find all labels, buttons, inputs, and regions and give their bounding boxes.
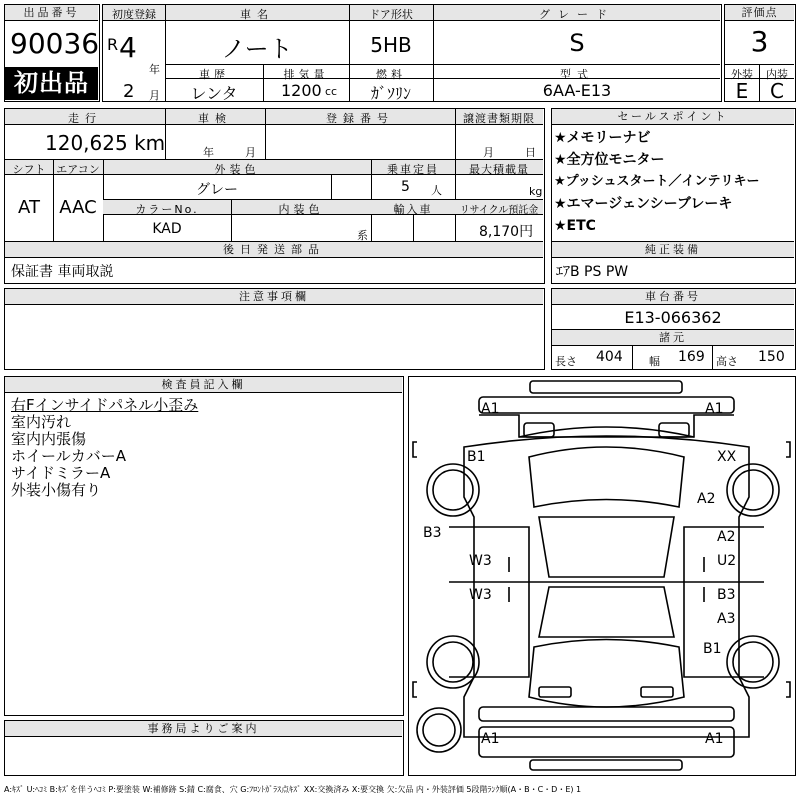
reg-label: 初度登録 [112,8,156,21]
sales-point-item: ★ETC [554,218,596,234]
legend: A:ｷｽﾞ U:ﾍｺﾐ B:ｷｽﾞを伴うﾍｺﾐ P:要塗装 W:補修跡 S:錆 C:腐食、穴 G:ﾌﾛﾝﾄｶﾞﾗｽ点ｷｽﾞ XX:交換済み X:要交換 欠:欠品 内・外装評価 5段階ﾗﾝｸ順(A・B・C・D・E) 1 [4,785,582,794]
recycle-fee: 8,170円 [479,224,534,240]
inspector-label: 検査員記入欄 [5,377,402,393]
inspection-year-unit: 年 [203,146,214,159]
inspector-item: サイドミラーA [11,464,111,482]
mark-fender-right-top: XX [717,449,737,465]
color-label: 外装色 [214,163,260,176]
reg-month: 2 [123,81,135,102]
lot-label: 出品番号 [5,5,98,21]
inspection-month-unit: 月 [245,146,256,159]
inspector-list [11,397,198,499]
sales-point-item: ★全方位モニター [554,152,665,168]
car-name-label: 車名 [240,8,274,21]
score-label: 評価点 [725,5,794,21]
mark-rear-right: A1 [705,731,724,747]
history-label: 車歴 [199,68,229,81]
width: 169 [678,349,705,365]
capacity-unit: 人 [431,184,442,197]
mark-door-fr-a: A2 [717,529,736,545]
ac-label: エアコン [56,163,100,176]
chassis-label: 車台番号 [552,289,794,305]
transfer-label: 譲渡書類期限 [463,112,535,125]
color-number: KAD [152,221,182,237]
grade-label: グレード [539,8,615,21]
length: 404 [596,349,623,365]
load-unit: kg [529,185,543,198]
inspection-label: 車検 [198,112,232,125]
door-type: 5HB [370,33,412,57]
inspector-item: 室内内張傷 [11,430,87,448]
exterior-color: グレー [196,182,238,198]
door-label: ドア形状 [369,8,413,21]
reg-year-unit: 年 [149,63,160,76]
first-listing-badge: 初出品 [5,67,98,100]
mark-door-fl: W3 [469,553,492,569]
car-name: ノート [221,35,293,63]
mark-front-right: A1 [705,401,724,417]
sales-point-item: ★メモリーナビ [554,130,651,146]
height: 150 [758,349,785,365]
color-no-label: カラーNo. [135,203,199,216]
history: レンタ [190,84,238,103]
car-diagram [408,376,796,776]
accessories: 保証書 車両取説 [11,264,114,280]
int-color-label: 内装色 [278,203,324,216]
chassis-number: E13-066362 [624,308,722,327]
inspector-item: 室内汚れ [11,413,72,431]
mark-door-rl: W3 [469,587,492,603]
exterior-grade: E [735,79,749,103]
chassis-box [551,288,796,370]
car-header-box [102,4,722,102]
accessories-label: 後日発送部品 [5,242,543,258]
grade: S [569,29,585,57]
sales-points-label: セールスポイント [552,109,794,125]
mark-door-left: B3 [423,525,442,541]
mileage-label: 走行 [68,112,102,125]
sales-points-box [551,108,796,284]
equipment: ｴｱB PS PW [556,264,629,280]
exterior-label: 外装 [731,68,753,81]
fuel: ｶﾞｿﾘﾝ [370,84,411,103]
car-outline [409,377,794,774]
notes-box [4,288,545,370]
mileage: 120,625 km [45,131,166,155]
mark-quarter-right: B1 [703,641,722,657]
mark-door-rr-b: B3 [717,587,736,603]
sales-point-item: ★エマージェンシーブレーキ [554,196,733,212]
mark-rear-left: A1 [481,731,500,747]
era: R [107,35,119,54]
score: 3 [750,25,769,58]
reg-no-label: 登録番号 [326,112,394,125]
mark-fender-left: B1 [467,449,486,465]
recycle-label: リサイクル預託金 [459,205,539,216]
lot-number: 90036 [10,27,100,60]
import-label: 輸入車 [393,203,433,216]
int-color-unit: 系 [357,229,368,242]
reg-month-unit: 月 [149,89,160,102]
inspector-item: 外装小傷有り [11,481,102,499]
width-label: 幅 [649,355,660,368]
equipment-label: 純正装備 [552,242,794,258]
dims-label: 諸元 [552,330,794,346]
sales-point-item: ★プッシュスタート／インテリキー [554,174,760,189]
inspector-item: ホイールカバーA [11,447,126,465]
fuel-label: 燃料 [376,68,406,81]
sales-points-list [554,127,760,237]
displacement-unit: cc [325,85,338,98]
mark-front-left: A1 [481,401,500,417]
notes-label: 注意事項欄 [5,289,543,305]
length-label: 長さ [555,355,577,368]
mark-door-rr-a: A3 [717,611,736,627]
interior-label: 内装 [766,68,788,81]
inspector-item: 右Fインサイドパネル小歪み [11,396,199,414]
office-label: 事務局よりご案内 [5,721,402,737]
shift-label: シフト [12,163,46,176]
capacity-label: 乗車定員 [387,163,439,176]
transfer-month-unit: 月 [483,146,494,159]
shift: AT [18,197,40,218]
transfer-day-unit: 日 [525,146,536,159]
load-label: 最大積載量 [469,163,529,176]
model: 6AA-E13 [542,81,612,100]
spec-box [4,108,545,284]
mark-door-fr-u: U2 [717,553,737,569]
model-label: 型式 [560,68,594,81]
inspector-box [4,376,404,716]
ac: AAC [59,197,97,218]
displacement: 1200 [281,81,322,100]
interior-grade: C [770,79,784,103]
office-box [4,720,404,776]
mark-fender-right: A2 [697,491,716,507]
score-box [724,4,796,102]
capacity: 5 [401,179,410,195]
height-label: 高さ [716,355,738,368]
displacement-label: 排気量 [283,68,329,81]
lot-box [4,4,100,102]
reg-year: 4 [119,31,137,64]
